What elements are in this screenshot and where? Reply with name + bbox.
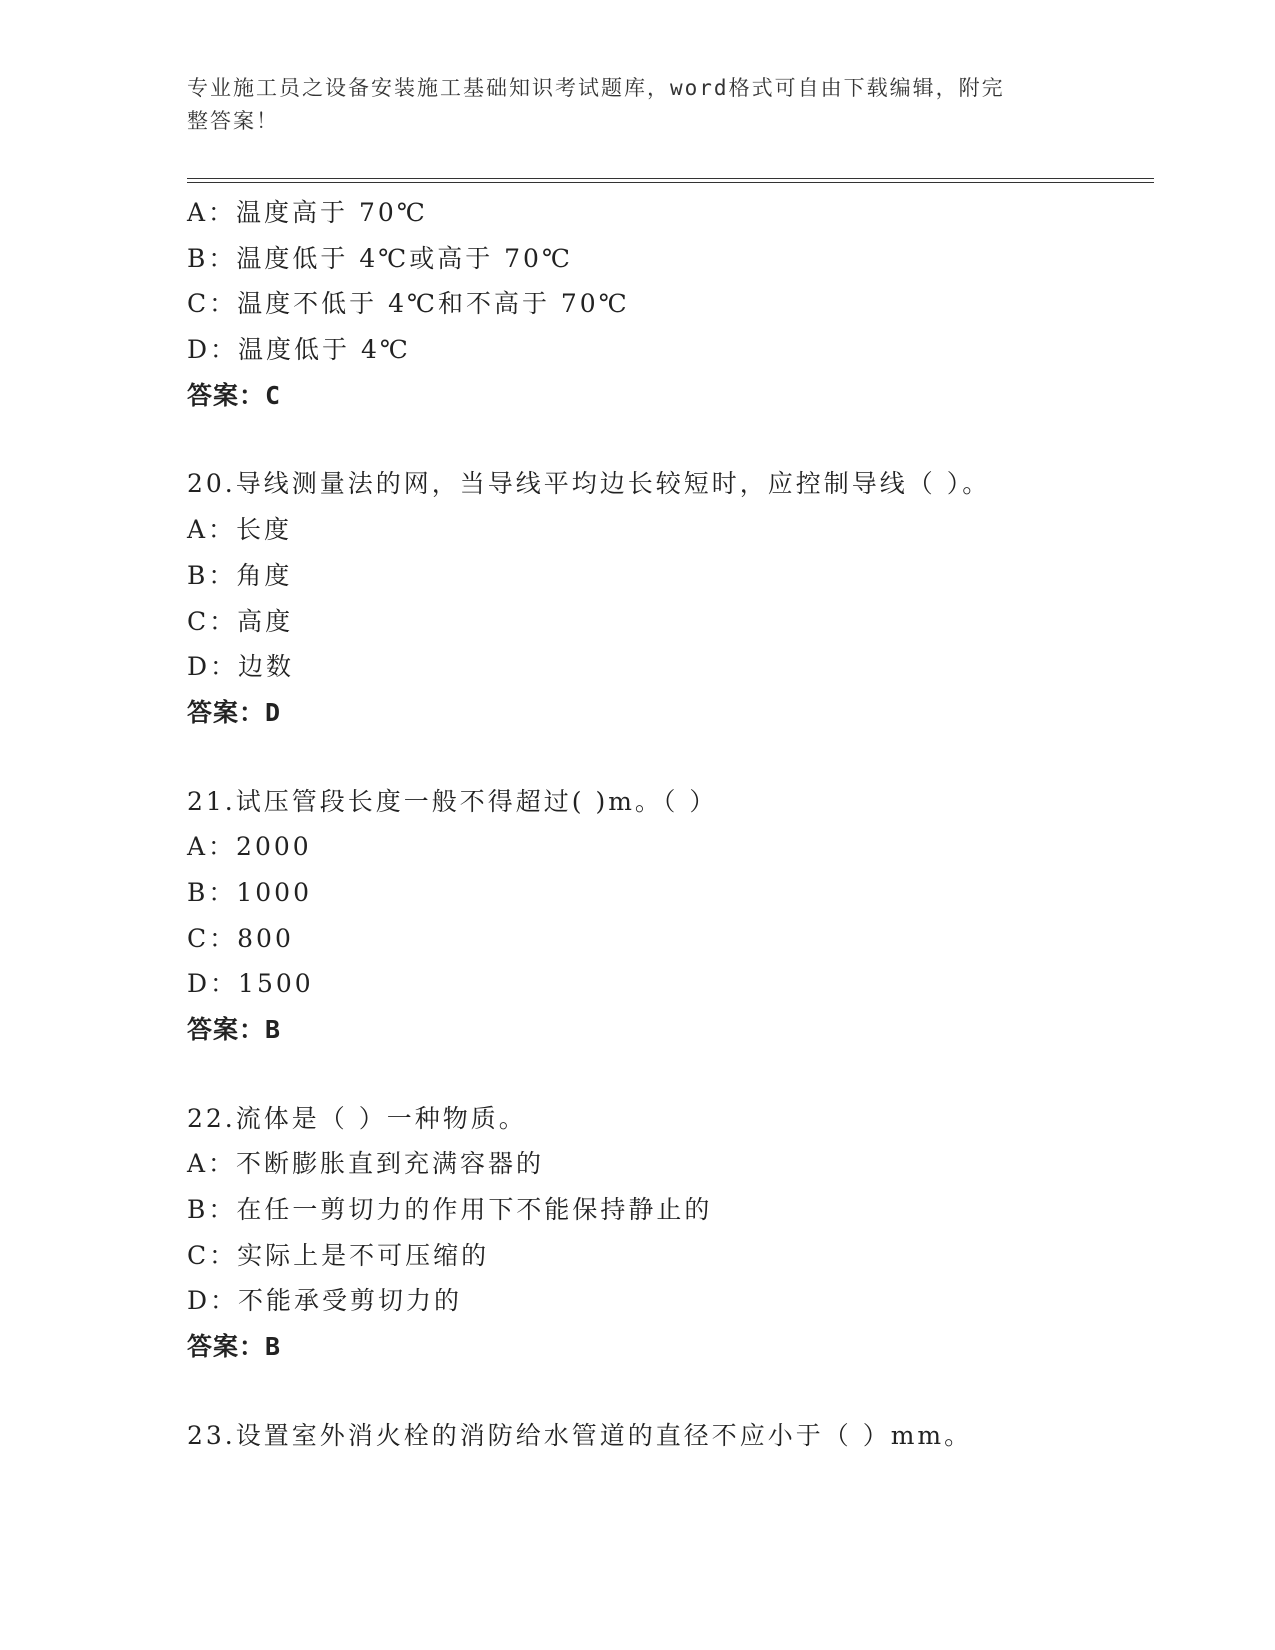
header-line-2: 整答案！ [187,109,279,133]
option-d: D：不能承受剪切力的 [187,1286,463,1316]
option-a: A：2000 [187,832,312,862]
answer-line: 答案：B [187,1332,282,1362]
question-20 [187,461,1147,735]
option-d: D：温度低于 4℃ [187,335,411,365]
option-b: B：温度低于 4℃或高于 70℃ [187,243,573,273]
question-list [187,190,1147,1459]
question-21 [187,779,1147,1053]
option-d: D：1500 [187,969,314,999]
answer-line: 答案：B [187,1015,282,1044]
header-line-1: 专业施工员之设备安装施工基础知识考试题库，word格式可自由下载编辑，附完 [187,76,1005,100]
option-b: B：1000 [187,877,312,907]
spacer [187,418,1147,461]
answer-line: 答案：C [187,380,282,410]
option-a: A：温度高于 70℃ [187,198,428,227]
question-stem: 20.导线测量法的网，当导线平均边长较短时，应控制导线（ ）。 [187,469,991,499]
option-a: A：长度 [187,515,293,545]
spacer [187,736,1147,779]
option-c: C：高度 [187,606,294,636]
option-c: C：温度不低于 4℃和不高于 70℃ [187,289,630,319]
question-stem: 21.试压管段长度一般不得超过( )m。（ ） [187,786,718,816]
option-c: C：实际上是不可压缩的 [187,1240,490,1270]
option-c: C：800 [187,923,294,953]
option-b: B：角度 [187,560,293,590]
option-a: A：不断膨胀直到充满容器的 [187,1149,545,1179]
option-b: B：在任一剪切力的作用下不能保持静止的 [187,1195,713,1225]
option-d: D：边数 [187,652,295,682]
spacer [187,1370,1147,1413]
header-divider-top [187,178,1154,179]
question-19 [187,190,1147,418]
answer-line: 答案：D [187,697,282,727]
question-stem: 22.流体是（ ）一种物质。 [187,1103,527,1133]
spacer [187,1053,1147,1096]
document-header [187,72,1067,138]
header-divider-bottom [187,182,1154,183]
question-stem: 23.设置室外消火栓的消防给水管道的直径不应小于（ ）mm。 [187,1420,973,1450]
question-22 [187,1096,1147,1370]
question-23 [187,1413,1147,1459]
